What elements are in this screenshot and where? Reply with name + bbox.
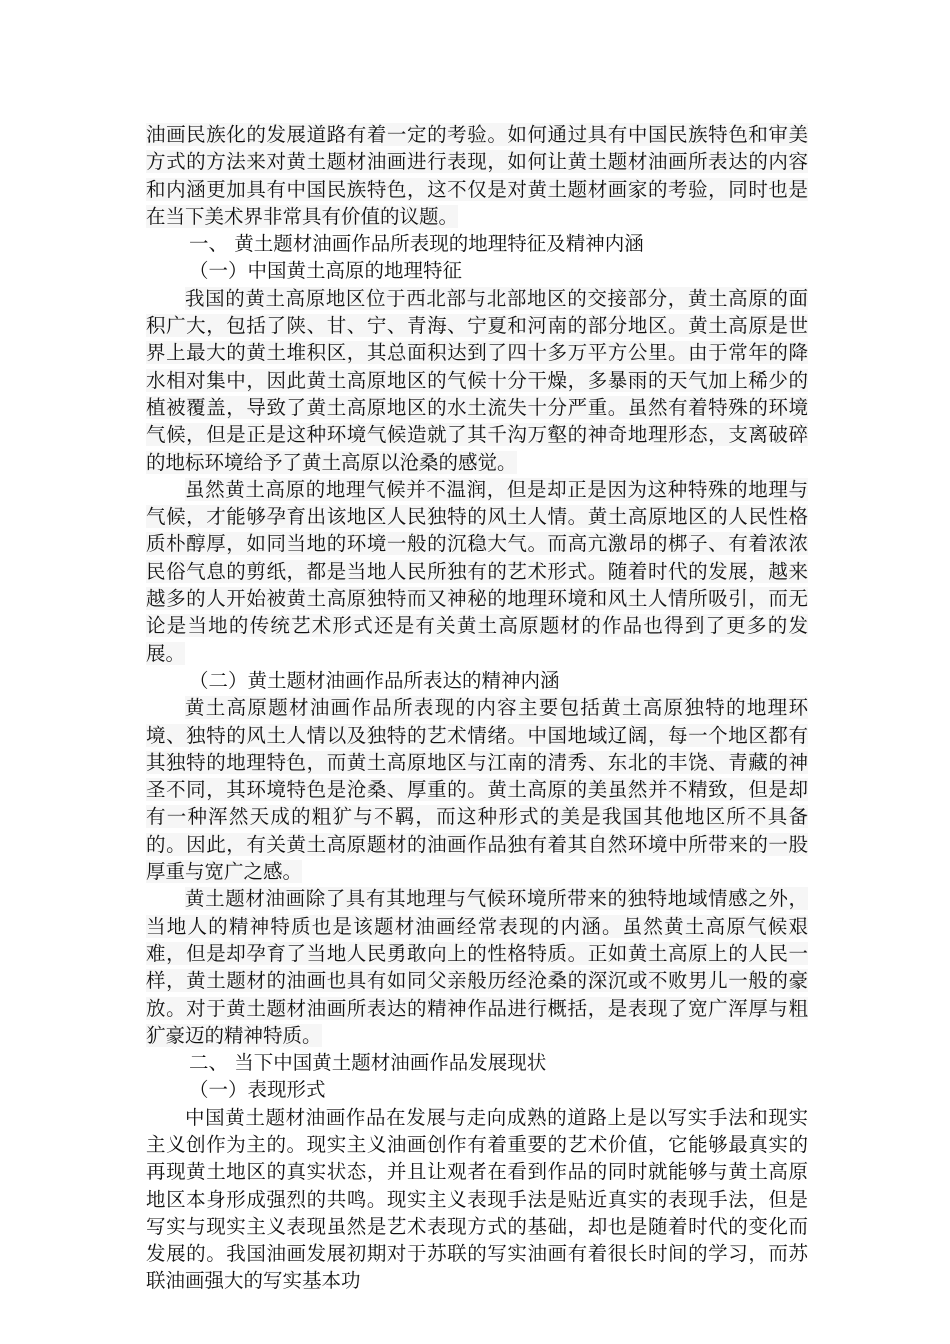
paragraph: 油画民族化的发展道路有着一定的考验。如何通过具有中国民族特色和审美方式的方法来对黄土题材油画进行表现，如何让黄土题材油画所表达的内容和内涵更加具有中国民族特色，这不仅是对黄土题材画家的考验，同时也是在当下美术界非常具有价值的议题。 — [146, 123, 808, 228]
paragraph: 虽然黄土高原的地理气候并不温润，但是却正是因为这种特殊的地理与气候，才能够孕育出该地区人民独特的风土人情。黄土高原地区的人民性格质朴醇厚，如同当地的环境一般的沉稳大气。而高亢激昂的梆子、有着浓浓民俗气息的剪纸，都是当地人民所独有的艺术形式。随着时代的发展，越来越多的人开始被黄土高原独特而又神秘的地理环境和风土人情所吸引，而无论是当地的传统艺术形式还是有关黄土高原题材的作品也得到了更多的发展。 — [146, 477, 808, 665]
section-heading: 二、 当下中国黄土题材油画作品发展现状 — [189, 1051, 547, 1075]
subsection-heading: （二）黄土题材油画作品所表达的精神内涵 — [189, 668, 560, 692]
paragraph: 中国黄土题材油画作品在发展与走向成熟的道路上是以写实手法和现实主义创作为主的。现实主义油画创作有着重要的艺术价值，它能够最真实的再现黄土地区的真实状态，并且让观者在看到作品的同时就能够与黄土高原地区本身形成强烈的共鸣。现实主义表现手法是贴近真实的表现手法，但是写实与现实主义表现虽然是艺术表现方式的基础，却也是随着时代的变化而发展的。我国油画发展初期对于苏联的写实油画有着很长时间的学习，而苏联油画强大的写实基本功 — [146, 1105, 808, 1293]
paragraph: 黄土高原题材油画作品所表现的内容主要包括黄土高原独特的地理环境、独特的风土人情以及独特的艺术情绪。中国地域辽阔，每一个地区都有其独特的地理特色，而黄土高原地区与江南的清秀、东北的丰饶、青藏的神圣不同，其环境特色是沧桑、厚重的。黄土高原的美虽然并不精致，但是却有一种浑然天成的粗犷与不羁，而这种形式的美是我国其他地区所不具备的。因此，有关黄土高原题材的油画作品独有着其自然环境中所带来的一股厚重与宽广之感。 — [146, 696, 808, 884]
paragraph: 黄土题材油画除了具有其地理与气候环境所带来的独特地域情感之外，当地人的精神特质也是该题材油画经常表现的内涵。虽然黄土高原气候艰难，但是却孕育了当地人民勇敢向上的性格特质。正如黄土高原上的人民一样，黄土题材的油画也具有如同父亲般历经沧桑的深沉或不败男儿一般的豪放。对于黄土题材油画所表达的精神作品进行概括，是表现了宽广浑厚与粗犷豪迈的精神特质。 — [146, 887, 808, 1047]
section-heading: 一、 黄土题材油画作品所表现的地理特征及精神内涵 — [189, 232, 644, 256]
paragraph: 我国的黄土高原地区位于西北部与北部地区的交接部分，黄土高原的面积广大，包括了陕、甘、宁、青海、宁夏和河南的部分地区。黄土高原是世界上最大的黄土堆积区，其总面积达到了四十多万平方公里。由于常年的降水相对集中，因此黄土高原地区的气候十分干燥，多暴雨的天气加上稀少的植被覆盖，导致了黄土高原地区的水土流失十分严重。虽然有着特殊的环境气候，但是正是这种环境气候造就了其千沟万壑的神奇地理形态，支离破碎的地标环境给予了黄土高原以沧桑的感觉。 — [146, 286, 808, 474]
document-page — [146, 121, 808, 1295]
subsection-heading: （一）中国黄土高原的地理特征 — [189, 259, 463, 283]
subsection-heading: （一）表现形式 — [189, 1078, 326, 1102]
